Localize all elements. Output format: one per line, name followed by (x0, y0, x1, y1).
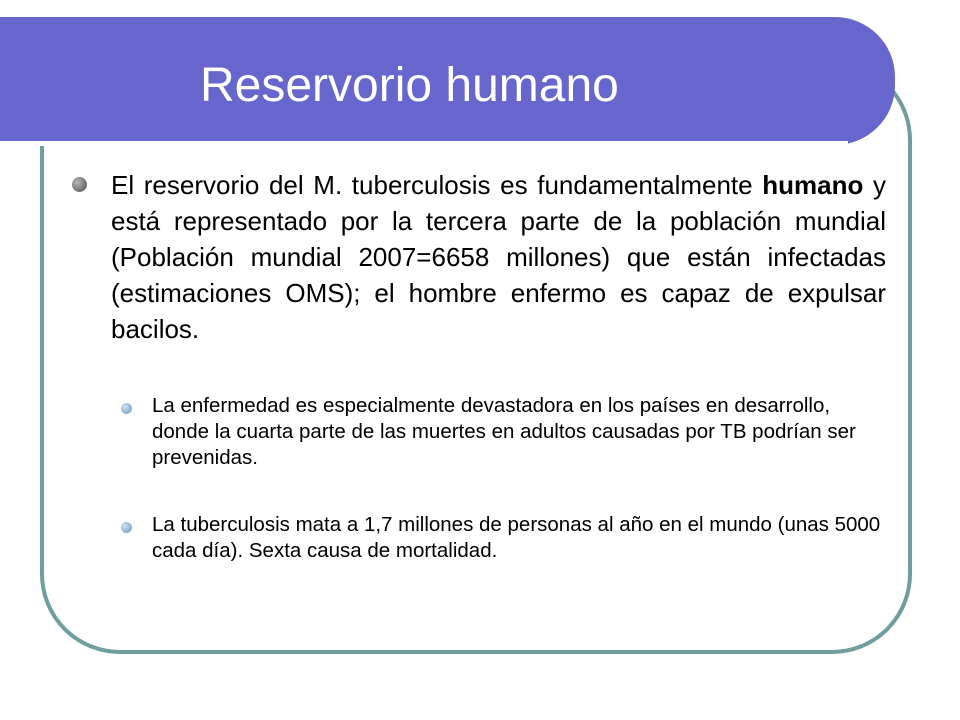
sub-bullet-dot-icon (121, 403, 132, 414)
title-bar (0, 17, 895, 145)
main-bullet-part-2: y está representado por la tercera parte de la población mundial (Población mundial 2007=6658 millones) que están infectadas (estimaciones OMS); el hombre enfermo es capaz de expulsar bacilos. (111, 170, 886, 344)
main-bullet-text (111, 167, 886, 347)
title-underline (0, 141, 848, 146)
main-bullet-bold: humano (762, 170, 864, 200)
sub-bullet-dot-icon (121, 522, 132, 533)
sub-bullet-1: La enfermedad es especialmente devastadora en los países en desarrollo, donde la cuarta parte de las muertes en adultos causadas por TB podrían ser prevenidas. (152, 394, 856, 469)
slide-title: Reservorio humano (200, 59, 619, 112)
slide-frame (40, 60, 912, 654)
main-bullet-part-1: El reservorio del M. tuberculosis es fundamentalmente (111, 170, 763, 200)
sub-bullet-2: La tuberculosis mata a 1,7 millones de personas al año en el mundo (unas 5000 cada día). Sexta causa de mortalidad. (152, 513, 881, 562)
bullet-dot-icon (72, 177, 87, 192)
